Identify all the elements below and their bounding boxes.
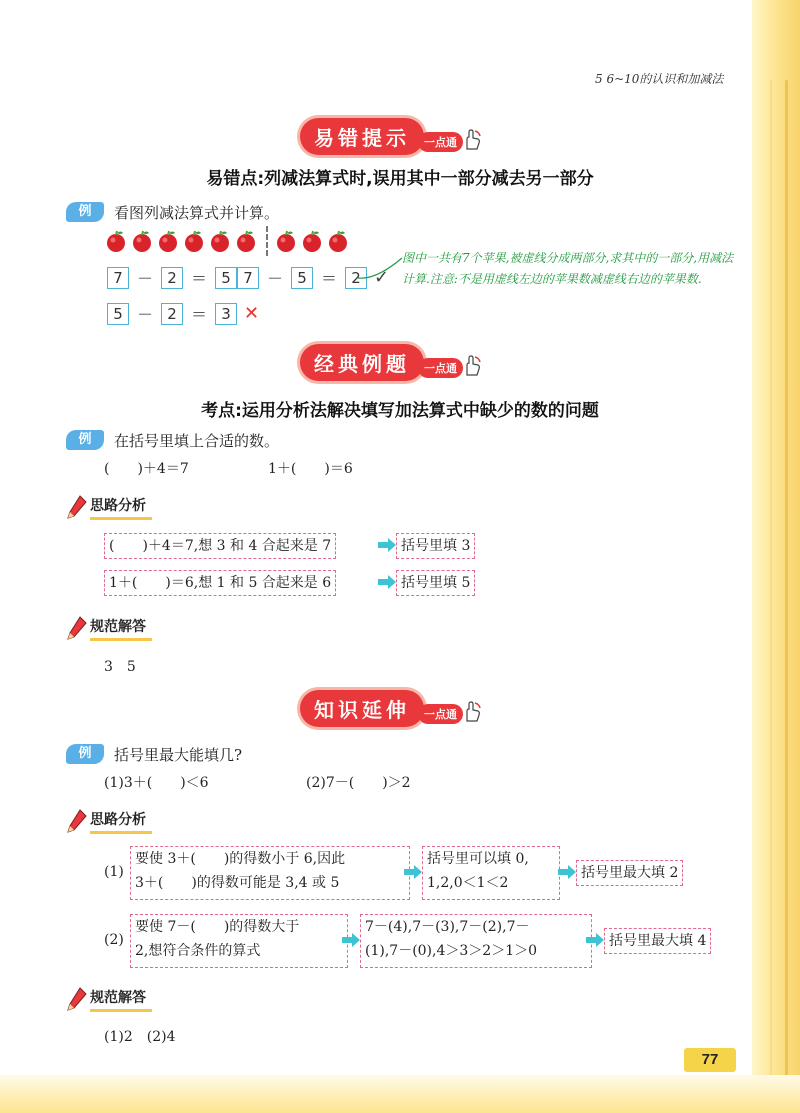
dashed-divider [266, 226, 268, 256]
answer-text: (1)2 (2)4 [104, 1029, 176, 1045]
analysis-line: (1),7－(0),4＞3＞2＞1＞0 [365, 943, 538, 959]
cross-icon: ✕ [244, 303, 260, 324]
arrow-right-icon [558, 865, 576, 879]
badge-subtitle: 一点通 [418, 132, 463, 152]
question-2: 1＋( )＝6 [268, 461, 353, 477]
pointing-hand-icon [461, 355, 483, 377]
equation-1 [104, 266, 240, 289]
analysis-title: 思路分析 [90, 809, 152, 834]
number-box: 5 [215, 267, 237, 289]
apple-icon [326, 229, 350, 253]
example-tag: 例 [66, 202, 104, 222]
result-box: 括号里最大填 4 [604, 928, 711, 954]
analysis-line: 3＋( )的得数可能是 3,4 或 5 [135, 875, 340, 891]
arrow-right-icon [378, 538, 396, 552]
error-point-heading: 易错点:列减法算式时,误用其中一部分减去另一部分 [206, 169, 594, 189]
pointing-hand-icon [461, 129, 483, 151]
row-label: (2) [104, 932, 124, 948]
pointing-hand-icon [461, 701, 483, 723]
apple-icon [104, 229, 128, 253]
answer-title: 规范解答 [90, 987, 152, 1012]
number-box: 2 [345, 267, 367, 289]
operator: － [137, 305, 154, 324]
operator: － [267, 269, 284, 288]
analysis-heading [66, 494, 152, 520]
analysis-line: 要使 7－( )的得数大于 [135, 919, 300, 935]
apple-icon [130, 229, 154, 253]
apple-row [104, 226, 352, 256]
number-box: 2 [161, 267, 183, 289]
note-pointer-line [356, 254, 404, 284]
apple-icon [234, 229, 258, 253]
page-number: 77 [684, 1048, 736, 1072]
bottom-band-decoration [0, 1075, 800, 1113]
analysis-box [360, 914, 592, 968]
arrow-right-icon [586, 933, 604, 947]
operator: ＝ [321, 269, 338, 288]
equation-3 [104, 302, 259, 325]
question-2: (2)7－( )＞2 [306, 775, 411, 791]
badge-zhishi [300, 690, 483, 727]
apple-icon [274, 229, 298, 253]
analysis-box: 1＋( )＝6,想 1 和 5 合起来是 6 [104, 570, 336, 596]
pencil-icon [66, 494, 88, 520]
result-box: 括号里填 5 [396, 570, 475, 596]
analysis-box [422, 846, 560, 900]
question-text: 括号里最大能填几? [114, 746, 243, 764]
apple-icon [156, 229, 180, 253]
operator: ＝ [191, 305, 208, 324]
result-box: 括号里填 3 [396, 533, 475, 559]
answer-title: 规范解答 [90, 616, 152, 641]
pencil-icon [66, 986, 88, 1012]
number-box: 5 [107, 303, 129, 325]
answer-heading [66, 615, 152, 641]
answer-heading [66, 986, 152, 1012]
analysis-line: 要使 3＋( )的得数小于 6,因此 [135, 851, 346, 867]
number-box: 2 [161, 303, 183, 325]
check-icon: ✓ [374, 267, 390, 288]
number-box: 5 [291, 267, 313, 289]
exam-point-heading: 考点:运用分析法解决填写加法算式中缺少的数的问题 [201, 401, 599, 421]
analysis-line: 7－(4),7－(3),7－(2),7－ [365, 919, 530, 935]
question-1: (1)3＋( )＜6 [104, 775, 209, 791]
badge-title: 经典例题 [300, 344, 424, 381]
badge-subtitle: 一点通 [418, 704, 463, 724]
chapter-header: 5 6~10的认识和加减法 [595, 72, 724, 86]
analysis-line: 2,想符合条件的算式 [135, 943, 261, 959]
green-annotation: 图中一共有7个苹果,被虚线分成两部分,求其中的一部分,用减法计算.注意:不是用虚线左边的苹果数减虚线右边的苹果数. [402, 251, 734, 286]
arrow-right-icon [404, 865, 422, 879]
question-text: 看图列减法算式并计算。 [114, 204, 280, 222]
badge-title: 知识延伸 [300, 690, 424, 727]
pencil-icon [66, 808, 88, 834]
analysis-box: ( )＋4＝7,想 3 和 4 合起来是 7 [104, 533, 336, 559]
badge-yicuo [300, 118, 483, 155]
operator: ＝ [191, 269, 208, 288]
badge-jingdian [300, 344, 483, 381]
number-box: 3 [215, 303, 237, 325]
apple-icon [182, 229, 206, 253]
pencil-icon [66, 615, 88, 641]
row-label: (1) [104, 864, 124, 880]
operator: － [137, 269, 154, 288]
question-text: 在括号里填上合适的数。 [114, 432, 280, 450]
arrow-right-icon [342, 933, 360, 947]
analysis-line: 括号里可以填 0, [427, 851, 529, 867]
badge-title: 易错提示 [300, 118, 424, 155]
badge-subtitle: 一点通 [418, 358, 463, 378]
example-tag: 例 [66, 430, 104, 450]
analysis-line: 1,2,0＜1＜2 [427, 875, 509, 891]
answer-text: 3 5 [104, 659, 136, 675]
analysis-heading [66, 808, 152, 834]
example-tag: 例 [66, 744, 104, 764]
apple-icon [300, 229, 324, 253]
number-box: 7 [107, 267, 129, 289]
arrow-right-icon [378, 575, 396, 589]
apple-icon [208, 229, 232, 253]
analysis-title: 思路分析 [90, 495, 152, 520]
analysis-box [130, 914, 348, 968]
question-1: ( )＋4＝7 [104, 461, 189, 477]
analysis-box [130, 846, 410, 900]
result-box: 括号里最大填 2 [576, 860, 683, 886]
number-box: 7 [237, 267, 259, 289]
